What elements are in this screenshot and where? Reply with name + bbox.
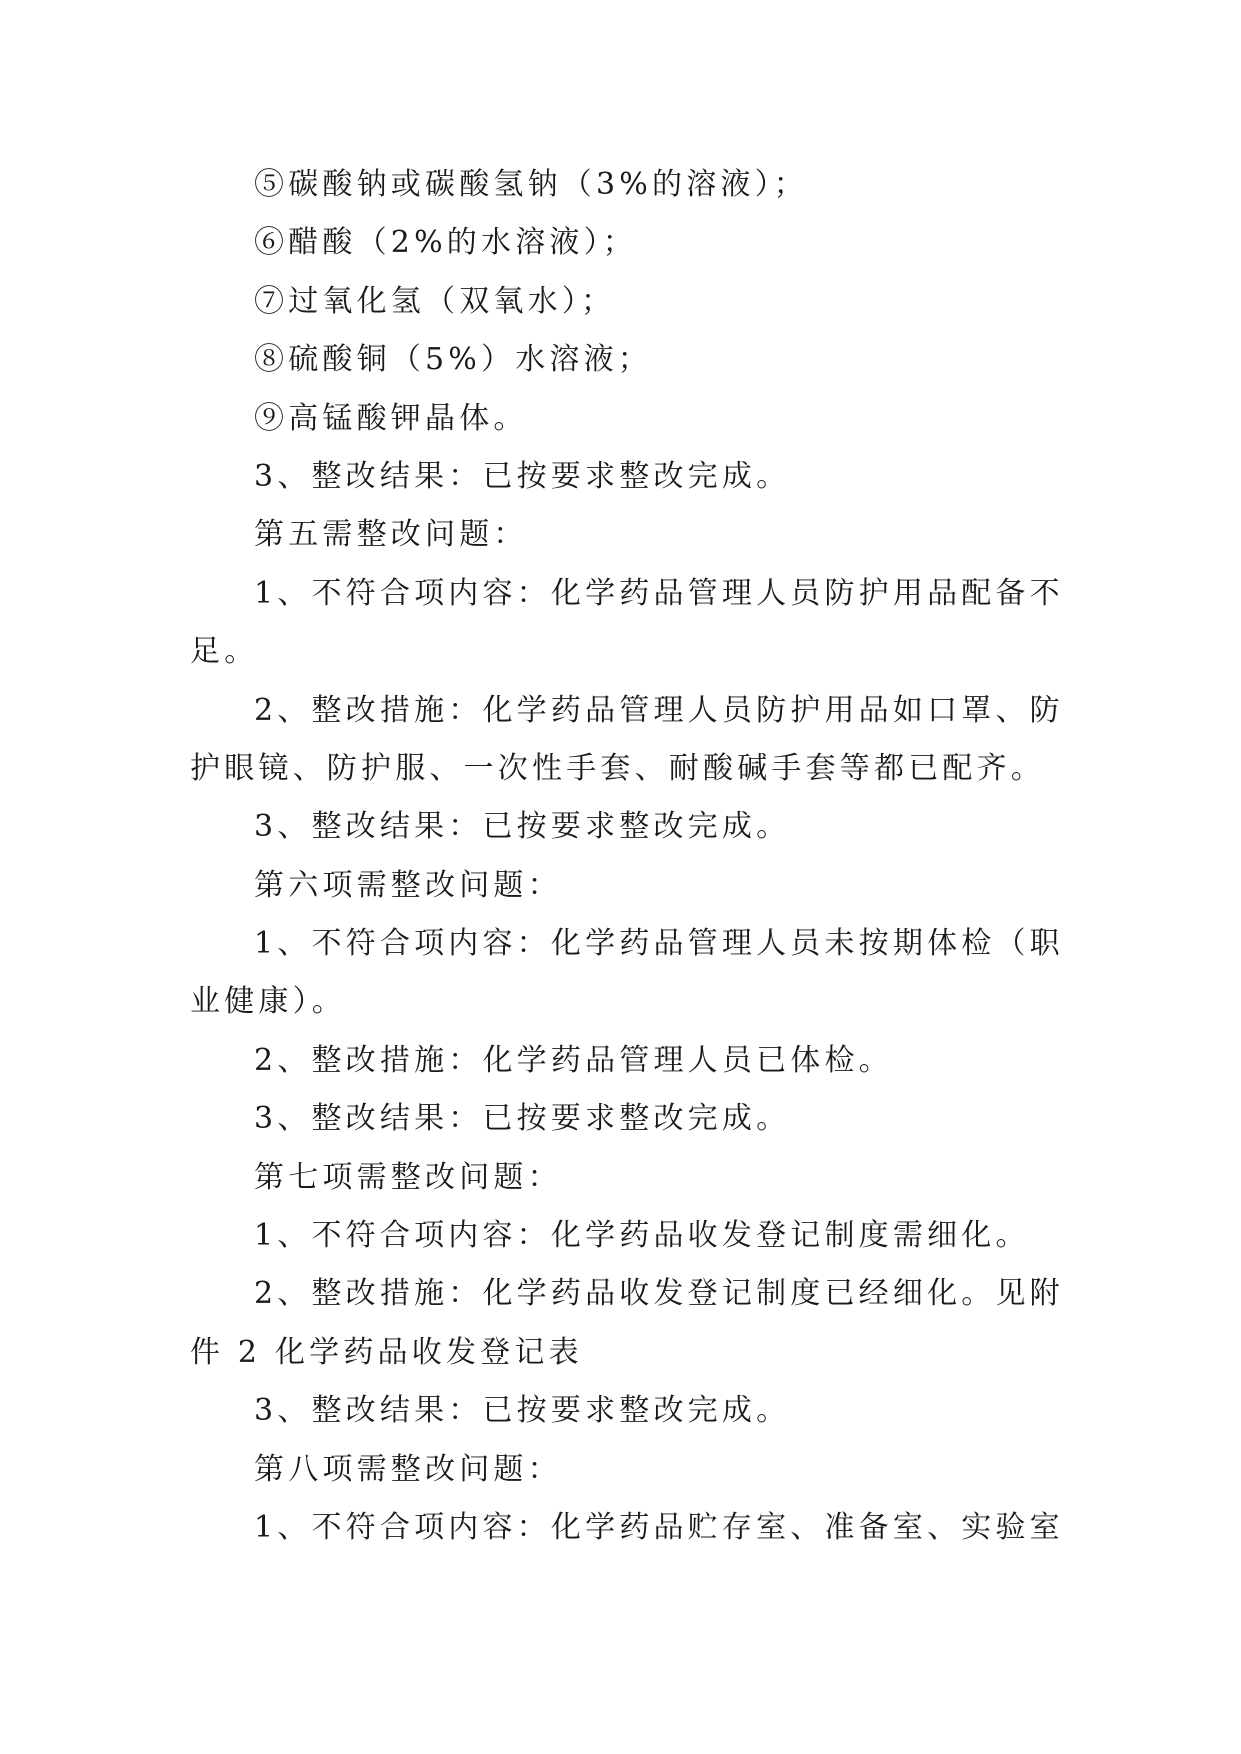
text-line: 2、整改措施：化学药品管理人员防护用品如口罩、防: [254, 692, 1064, 728]
text-line: 2、整改措施：化学药品收发登记制度已经细化。见附: [254, 1276, 1064, 1312]
text-line: 3、整改结果：已按要求整改完成。: [254, 1393, 791, 1429]
section-heading: 第七项需整改问题：: [254, 1159, 562, 1195]
text-line: ⑥醋酸（2%的水溶液）；: [254, 225, 637, 261]
text-line: 护眼镜、防护服、一次性手套、耐酸碱手套等都已配齐。: [190, 750, 1045, 786]
document-body: [190, 156, 1064, 1557]
text-line: 1、不符合项内容：化学药品贮存室、准备室、实验室: [254, 1509, 1064, 1545]
text-line: 2、整改措施：化学药品管理人员已体检。: [254, 1042, 893, 1078]
text-line: ⑦过氧化氢（双氧水）；: [254, 283, 616, 319]
text-line: ⑧硫酸铜（5%）水溶液；: [254, 342, 652, 378]
section-heading: 第五需整改问题：: [254, 517, 528, 553]
text-line: 件 2 化学药品收发登记表: [190, 1334, 583, 1370]
text-line: 3、整改结果：已按要求整改完成。: [254, 458, 791, 494]
section-heading: 第六项需整改问题：: [254, 867, 562, 903]
text-line: 1、不符合项内容：化学药品收发登记制度需细化。: [254, 1218, 1030, 1254]
text-line: 3、整改结果：已按要求整改完成。: [254, 1101, 791, 1137]
text-line: 业健康）。: [190, 984, 346, 1020]
text-line: 足。: [190, 634, 259, 670]
text-line: 1、不符合项内容：化学药品管理人员未按期体检（职: [254, 926, 1064, 962]
text-line: 1、不符合项内容：化学药品管理人员防护用品配备不: [254, 575, 1064, 611]
text-line: ⑤碳酸钠或碳酸氢钠（3%的溶液）；: [254, 167, 808, 202]
text-line: ⑨高锰酸钾晶体。: [254, 400, 528, 436]
text-line: 3、整改结果：已按要求整改完成。: [254, 809, 791, 845]
section-heading: 第八项需整改问题：: [254, 1451, 562, 1487]
